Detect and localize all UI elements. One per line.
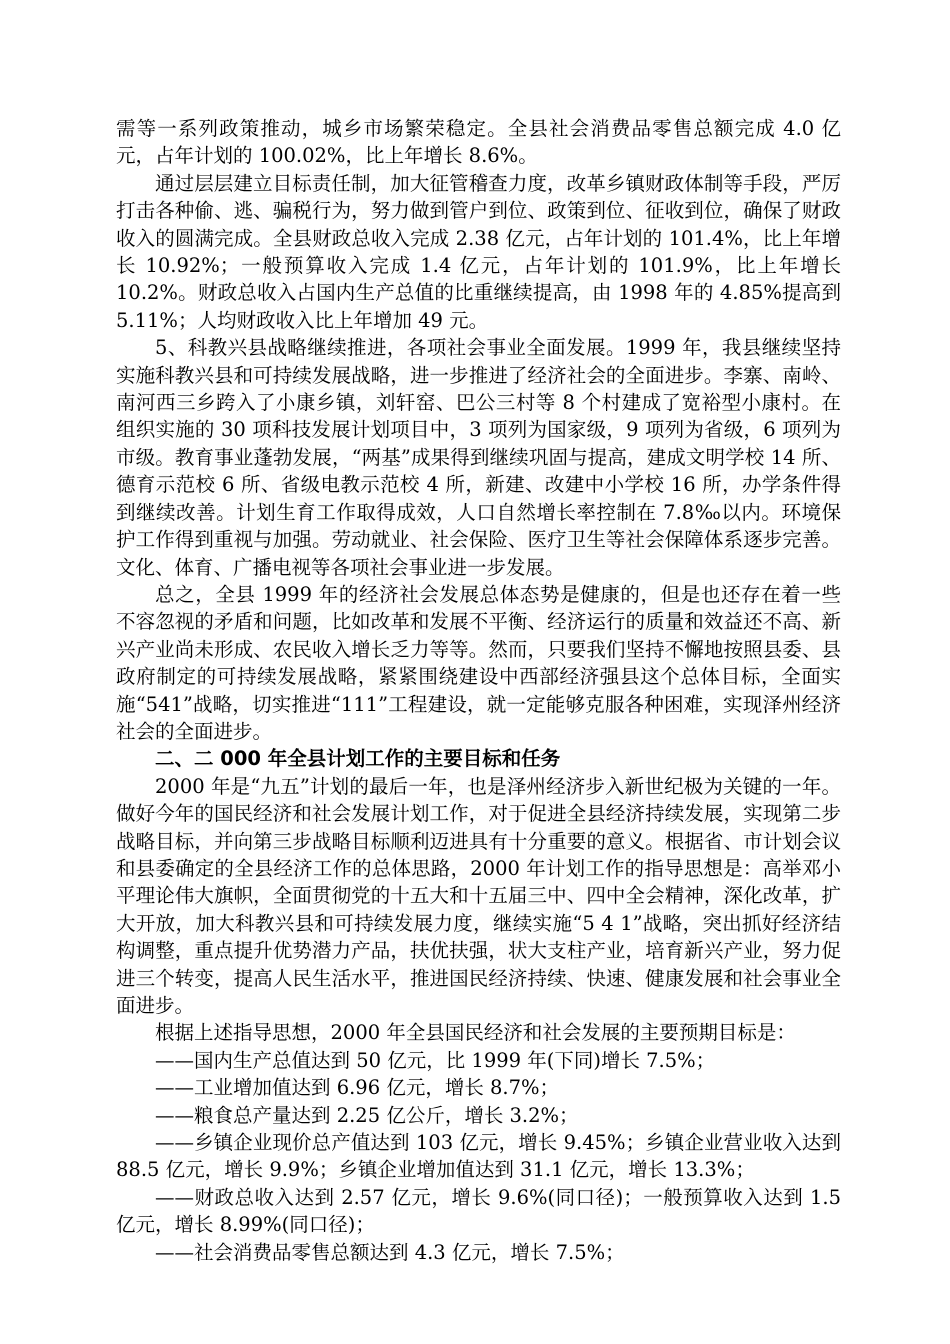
target-item-gdp: ——国内生产总值达到 50 亿元，比 1999 年(下同)增长 7.5%； (155, 1048, 716, 1072)
paragraph-retail-sales: 需等一系列政策推动，城乡市场繁荣稳定。全县社会消费品零售总额完成 4.0 亿元，占年计划的 100.02%，比上年增长 8.6%。 (116, 117, 841, 168)
paragraph-fiscal-revenue: 通过层层建立目标责任制，加大征管稽查力度，改革乡镇财政体制等手段，严厉打击各种偷、逃、骗税行为，努力做到管户到位、政策到位、征收到位，确保了财政收入的圆满完成。全县财政总收入完成 2.38 亿元，占年计划的 101.4%，比上年增长 10.92%；一般预算收入完成 1.4 亿元，占年计划的 101.9%，比上年增长 10.2%。财政总收入占国内生产总值的比重继续提高，由 1998 年的 4.85%提高到 5.11%；人均财政收入比上年增加 49 元。 (116, 171, 841, 332)
section-heading: 二、二 000 年全县计划工作的主要目标和任务 (155, 747, 561, 771)
target-item-fiscal: ——财政总收入达到 2.57 亿元，增长 9.6%(同口径)；一般预算收入达到 1.5 亿元，增长 8.99%(同口径)； (116, 1185, 841, 1237)
target-item-industry: ——工业增加值达到 6.96 亿元，增长 8.7%； (155, 1076, 560, 1100)
paragraph-summary: 总之，全县 1999 年的经济社会发展总体态势是健康的，但是也还存在着一些不容忽视的矛盾和问题，比如改革和发展不平衡、经济运行的质量和效益还不高、新兴产业尚未形成、农民收入增长乏力等等。然而，只要我们坚持不懈地按照县委、县政府制定的可持续发展战略，紧紧围绕建设中西部经济强县这个总体目标，全面实施“541”战略，切实推进“111”工程建设，就一定能够克服各种困难，实现泽州经济社会的全面进步。 (116, 582, 841, 743)
paragraph-guiding-ideology: 2000 年是“九五”计划的最后一年，也是泽州经济步入新世纪极为关键的一年。做好今年的国民经济和社会发展计划工作，对于促进全县经济持续发展，实现第二步战略目标，并向第三步战略目标顺利迈进具有十分重要的意义。根据省、市计划会议和县委确定的全县经济工作的总体思路，2000 年计划工作的指导思想是：高举邓小平理论伟大旗帜，全面贯彻党的十五大和十五届三中、四中全会精神，深化改革，扩大开放，加大科教兴县和可持续发展力度，继续实施“5 4 1”战略，突出抓好经济结构调整，重点提升优势潜力产品，扶优扶强，状大支柱产业，培育新兴产业，努力促进三个转变，提高人民生活水平，推进国民经济持续、快速、健康发展和社会事业全面进步。 (116, 774, 841, 1017)
document-page (116, 115, 841, 1266)
target-item-retail: ——社会消费品零售总额达到 4.3 亿元，增长 7.5%； (155, 1240, 625, 1264)
target-item-grain: ——粮食总产量达到 2.25 亿公斤，增长 3.2%； (155, 1103, 579, 1127)
paragraph-science-education: 5、科教兴县战略继续推进，各项社会事业全面发展。1999 年，我县继续坚持实施科教兴县和可持续发展战略，进一步推进了经济社会的全面进步。李寨、南岭、南河西三乡跨入了小康乡镇，刘轩窑、巴公三村等 8 个村建成了宽裕型小康村。在组织实施的 30 项科技发展计划项目中，3 项列为国家级，9 项列为省级，6 项列为市级。教育事业蓬勃发展，“两基”成果得到继续巩固与提高，建成文明学校 14 所、德育示范校 6 所、省级电教示范校 4 所，新建、改建中小学校 16 所，办学条件得到继续改善。计划生育工作取得成效，人口自然增长率控制在 7.8‰以内。环境保护工作得到重视与加强。劳动就业、社会保险、医疗卫生等社会保障体系逐步完善。文化、体育、广播电视等各项社会事业进一步发展。 (116, 336, 841, 579)
target-item-township-enterprise: ——乡镇企业现价总产值达到 103 亿元，增长 9.45%；乡镇企业营业收入达到 88.5 亿元，增长 9.9%；乡镇企业增加值达到 31.1 亿元，增长 13.3%； (116, 1131, 841, 1182)
paragraph-targets-intro: 根据上述指导思想，2000 年全县国民经济和社会发展的主要预期目标是： (155, 1021, 796, 1045)
